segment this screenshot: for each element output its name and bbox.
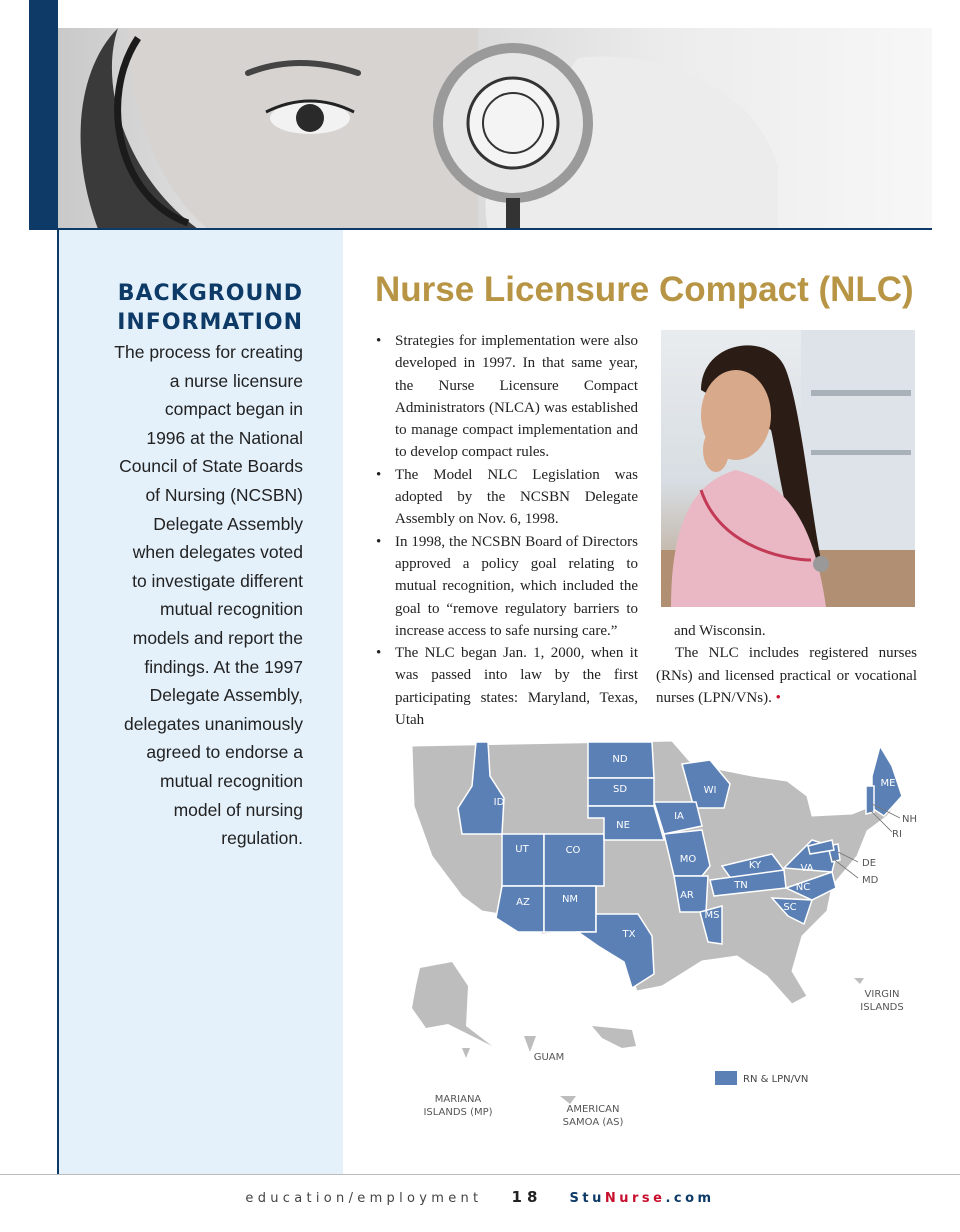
background-line: Delegate Assembly, — [149, 685, 303, 706]
article-bullet: • In 1998, the NCSBN Board of Directors approved a policy goal relating to mutual recognition, which included the goal to “remove regulatory barriers to increase access to safe nursing care.” — [376, 531, 638, 642]
state-label-nc: NC — [795, 882, 811, 893]
territory-label-mariana: MARIANA — [434, 1094, 482, 1105]
background-line: delegates unanimously — [123, 713, 303, 734]
background-line: findings. At the 1997 — [144, 656, 303, 677]
background-heading — [117, 279, 303, 337]
state-label-tn: TN — [734, 880, 748, 891]
footer-section: education/employment — [245, 1191, 483, 1206]
state-label-nh: NH — [902, 814, 917, 825]
navy-accent-bar — [29, 0, 58, 229]
state-label-wi: WI — [703, 785, 717, 796]
background-line: Delegate Assembly — [153, 513, 303, 534]
background-heading-line1: BACKGROUND — [117, 281, 303, 306]
background-line: regulation. — [221, 828, 303, 849]
end-mark-icon: • — [775, 689, 781, 706]
brand-nurse: Nurse — [604, 1191, 666, 1206]
brand-com: .com — [665, 1191, 715, 1206]
article-bullet: • Strategies for implementation were also developed in 1997. In that same year, the Nurse Licensure Compact Administrators (NLCA) was established to manage compact implementation and to develop compact rules. — [376, 330, 638, 464]
state-label-ia: IA — [674, 811, 684, 822]
article-bullet-list — [376, 330, 638, 731]
state-label-me: ME — [880, 778, 896, 789]
state-label-ms: MS — [704, 910, 720, 921]
page-number: 18 — [511, 1188, 543, 1206]
article-bullet: • The NLC began Jan. 1, 2000, when it was passed into law by the first participating states: Maryland, Texas, Utah — [376, 642, 638, 731]
state-label-ri: RI — [892, 829, 902, 840]
nlc-states-map — [392, 736, 932, 1136]
background-line: mutual recognition — [160, 599, 303, 620]
legend-label: RN & LPN/VN — [743, 1074, 809, 1085]
footer-divider — [0, 1174, 960, 1175]
state-label-de: DE — [862, 858, 877, 869]
state-label-az: AZ — [516, 897, 530, 908]
state-label-ut: UT — [515, 844, 529, 855]
territory-label-samoa: AMERICAN — [566, 1104, 620, 1115]
state-label-id: ID — [493, 797, 505, 808]
background-line: of Nursing (NCSBN) — [145, 484, 303, 505]
article-bullet: • The Model NLC Legislation was adopted by the NCSBN Delegate Assembly on Nov. 6, 1998. — [376, 464, 638, 531]
state-label-ar: AR — [680, 890, 694, 901]
territory-label-virgin-islands: ISLANDS — [860, 1002, 904, 1013]
background-line: 1996 at the National — [146, 427, 303, 448]
state-label-co: CO — [565, 845, 581, 856]
state-label-ne: NE — [616, 820, 630, 831]
territory-label-guam: GUAM — [533, 1052, 565, 1063]
background-heading-line2: INFORMATION — [117, 310, 303, 335]
background-line: mutual recognition — [160, 770, 303, 791]
background-line: compact began in — [164, 399, 303, 420]
state-label-nd: ND — [612, 754, 628, 765]
background-line: when delegates voted — [132, 542, 303, 563]
background-sidebar — [57, 230, 343, 1174]
article-title: Nurse Licensure Compact (NLC) — [375, 270, 914, 309]
background-text — [63, 338, 303, 853]
state-label-sc: SC — [783, 902, 797, 913]
article-closing-text: The NLC includes registered nurses (RNs) and licensed practical or vocational nurses (LPN/VNs). — [656, 645, 917, 706]
state-label-nm: NM — [561, 894, 579, 905]
territory-label-mariana: ISLANDS (MP) — [423, 1107, 493, 1118]
article-continued — [656, 620, 917, 709]
background-line: a nurse licensure — [169, 370, 303, 391]
article-closing-paragraph — [656, 642, 917, 709]
territory-label-virgin-islands: VIRGIN — [864, 989, 900, 1000]
background-line: to investigate different — [132, 570, 303, 591]
brand-stu: Stu — [569, 1191, 605, 1206]
state-label-tx: TX — [622, 929, 636, 940]
background-line: models and report the — [132, 627, 303, 648]
page-footer — [0, 1187, 960, 1206]
footer-brand — [570, 1191, 715, 1206]
state-label-sd: SD — [612, 784, 628, 795]
background-line: agreed to endorse a — [146, 742, 303, 763]
nurse-photo — [661, 330, 915, 607]
background-line: The process for creating — [114, 342, 303, 362]
territory-label-samoa: SAMOA (AS) — [562, 1117, 624, 1128]
state-label-mo: MO — [679, 854, 697, 865]
article-continuation: and Wisconsin. — [674, 623, 766, 639]
hero-image — [58, 28, 932, 229]
state-label-va: VA — [800, 863, 814, 874]
legend-swatch — [715, 1071, 737, 1085]
background-line: Council of State Boards — [119, 456, 303, 477]
state-label-md: MD — [862, 875, 879, 886]
state-label-ky: KY — [748, 860, 762, 871]
background-line: model of nursing — [173, 799, 303, 820]
